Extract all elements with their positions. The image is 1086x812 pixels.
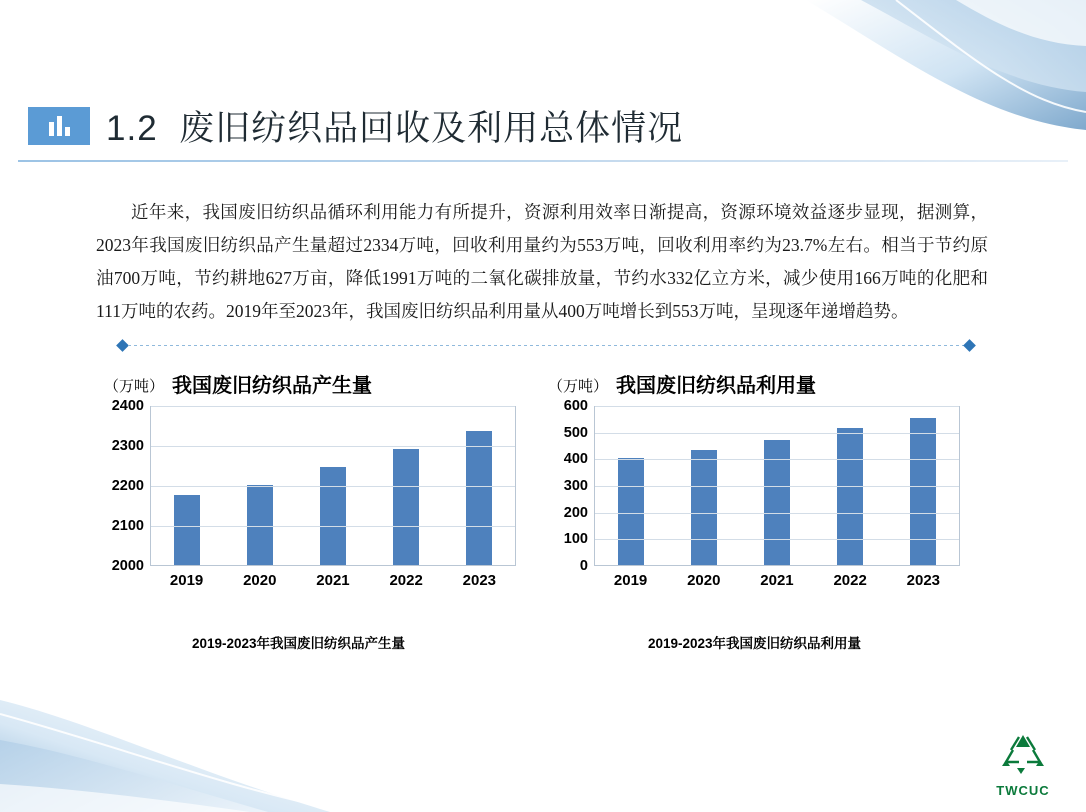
bar	[174, 495, 200, 565]
x-tick-label: 2020	[243, 572, 277, 589]
page-title	[0, 95, 1086, 157]
gridline	[151, 526, 515, 527]
gridline	[595, 406, 959, 407]
body-paragraph: 近年来，我国废旧纺织品循环利用能力有所提升，资源利用效率日渐提高，资源环境效益逐步显现，据测算，2023年我国废旧纺织品产生量超过2334万吨，回收利用量约为553万吨，回收利用率约为23.7%左右。相当于节约原油700万吨，节约耕地627万亩，降低1991万吨的二氧化碳排放量，节约水332亿立方米，减少使用166万吨的化肥和111万吨的农药。2019年至2023年，我国废旧纺织品利用量从400万吨增长到553万吨，呈现逐年递增趋势。	[96, 202, 988, 321]
gridline	[151, 486, 515, 487]
y-tick-label: 100	[563, 531, 588, 548]
logo-text: TWCUC	[996, 783, 1050, 798]
chart-caption: 2019-2023年我国废旧纺织品产生量	[192, 636, 406, 651]
section-divider	[118, 341, 974, 351]
x-tick-label: 2022	[389, 572, 423, 589]
plot-area	[150, 406, 516, 566]
y-tick-label: 400	[563, 451, 588, 468]
bar	[393, 449, 419, 565]
chart-caption: 2019-2023年我国废旧纺织品利用量	[648, 636, 862, 651]
y-tick-label: 2100	[111, 518, 144, 534]
title-divider	[18, 160, 1068, 162]
plot	[548, 398, 968, 606]
x-tick-label: 2019	[613, 572, 648, 589]
y-tick-label: 500	[563, 424, 588, 441]
y-tick-label: 0	[579, 558, 588, 574]
bar	[320, 467, 346, 565]
title-number: 1.2	[106, 109, 158, 148]
chart-title: 我国废旧纺织品产生量	[172, 375, 373, 397]
title-label: 废旧纺织品回收及利用总体情况	[179, 109, 684, 148]
chart-unit-label: （万吨）	[104, 378, 165, 395]
y-tick-label: 2000	[111, 558, 144, 574]
divider-line	[128, 345, 964, 346]
x-tick-label: 2020	[687, 572, 721, 589]
chart-generation	[104, 364, 524, 674]
chart-header	[104, 364, 524, 398]
x-tick-label: 2019	[169, 572, 204, 589]
chart-unit-label: （万吨）	[548, 378, 609, 395]
gridline	[595, 433, 959, 434]
recycle-icon	[997, 730, 1049, 776]
gridline	[595, 513, 959, 514]
x-tick-label: 2023	[462, 572, 497, 589]
diamond-left-icon	[116, 339, 129, 352]
plot	[104, 398, 524, 606]
x-axis	[594, 572, 960, 589]
x-tick-label: 2022	[833, 572, 867, 589]
x-tick-label: 2021	[760, 572, 794, 589]
y-axis	[104, 398, 150, 574]
bar	[691, 450, 717, 565]
x-tick-label: 2023	[906, 572, 941, 589]
x-tick-label: 2021	[316, 572, 350, 589]
chart-header	[548, 364, 968, 398]
y-tick-label: 600	[563, 398, 588, 414]
bar-chart-icon	[28, 107, 90, 145]
bar	[466, 431, 492, 565]
y-tick-label: 300	[563, 478, 588, 494]
gridline	[151, 446, 515, 447]
y-tick-label: 200	[563, 504, 588, 521]
chart-title: 我国废旧纺织品利用量	[616, 375, 817, 397]
y-axis	[548, 398, 594, 574]
gridline	[595, 459, 959, 460]
gridline	[151, 406, 515, 407]
bar	[837, 428, 863, 565]
logo	[988, 730, 1058, 798]
decoration-bottom-left	[0, 692, 330, 812]
chart-utilization	[548, 364, 968, 674]
plot-area	[594, 406, 960, 566]
bar	[910, 418, 936, 565]
x-axis	[150, 572, 516, 589]
y-tick-label: 2200	[111, 478, 144, 494]
bar	[247, 485, 273, 565]
y-tick-label: 2300	[111, 438, 144, 454]
y-tick-label: 2400	[111, 398, 144, 414]
gridline	[595, 539, 959, 540]
diamond-right-icon	[963, 339, 976, 352]
gridline	[595, 486, 959, 487]
